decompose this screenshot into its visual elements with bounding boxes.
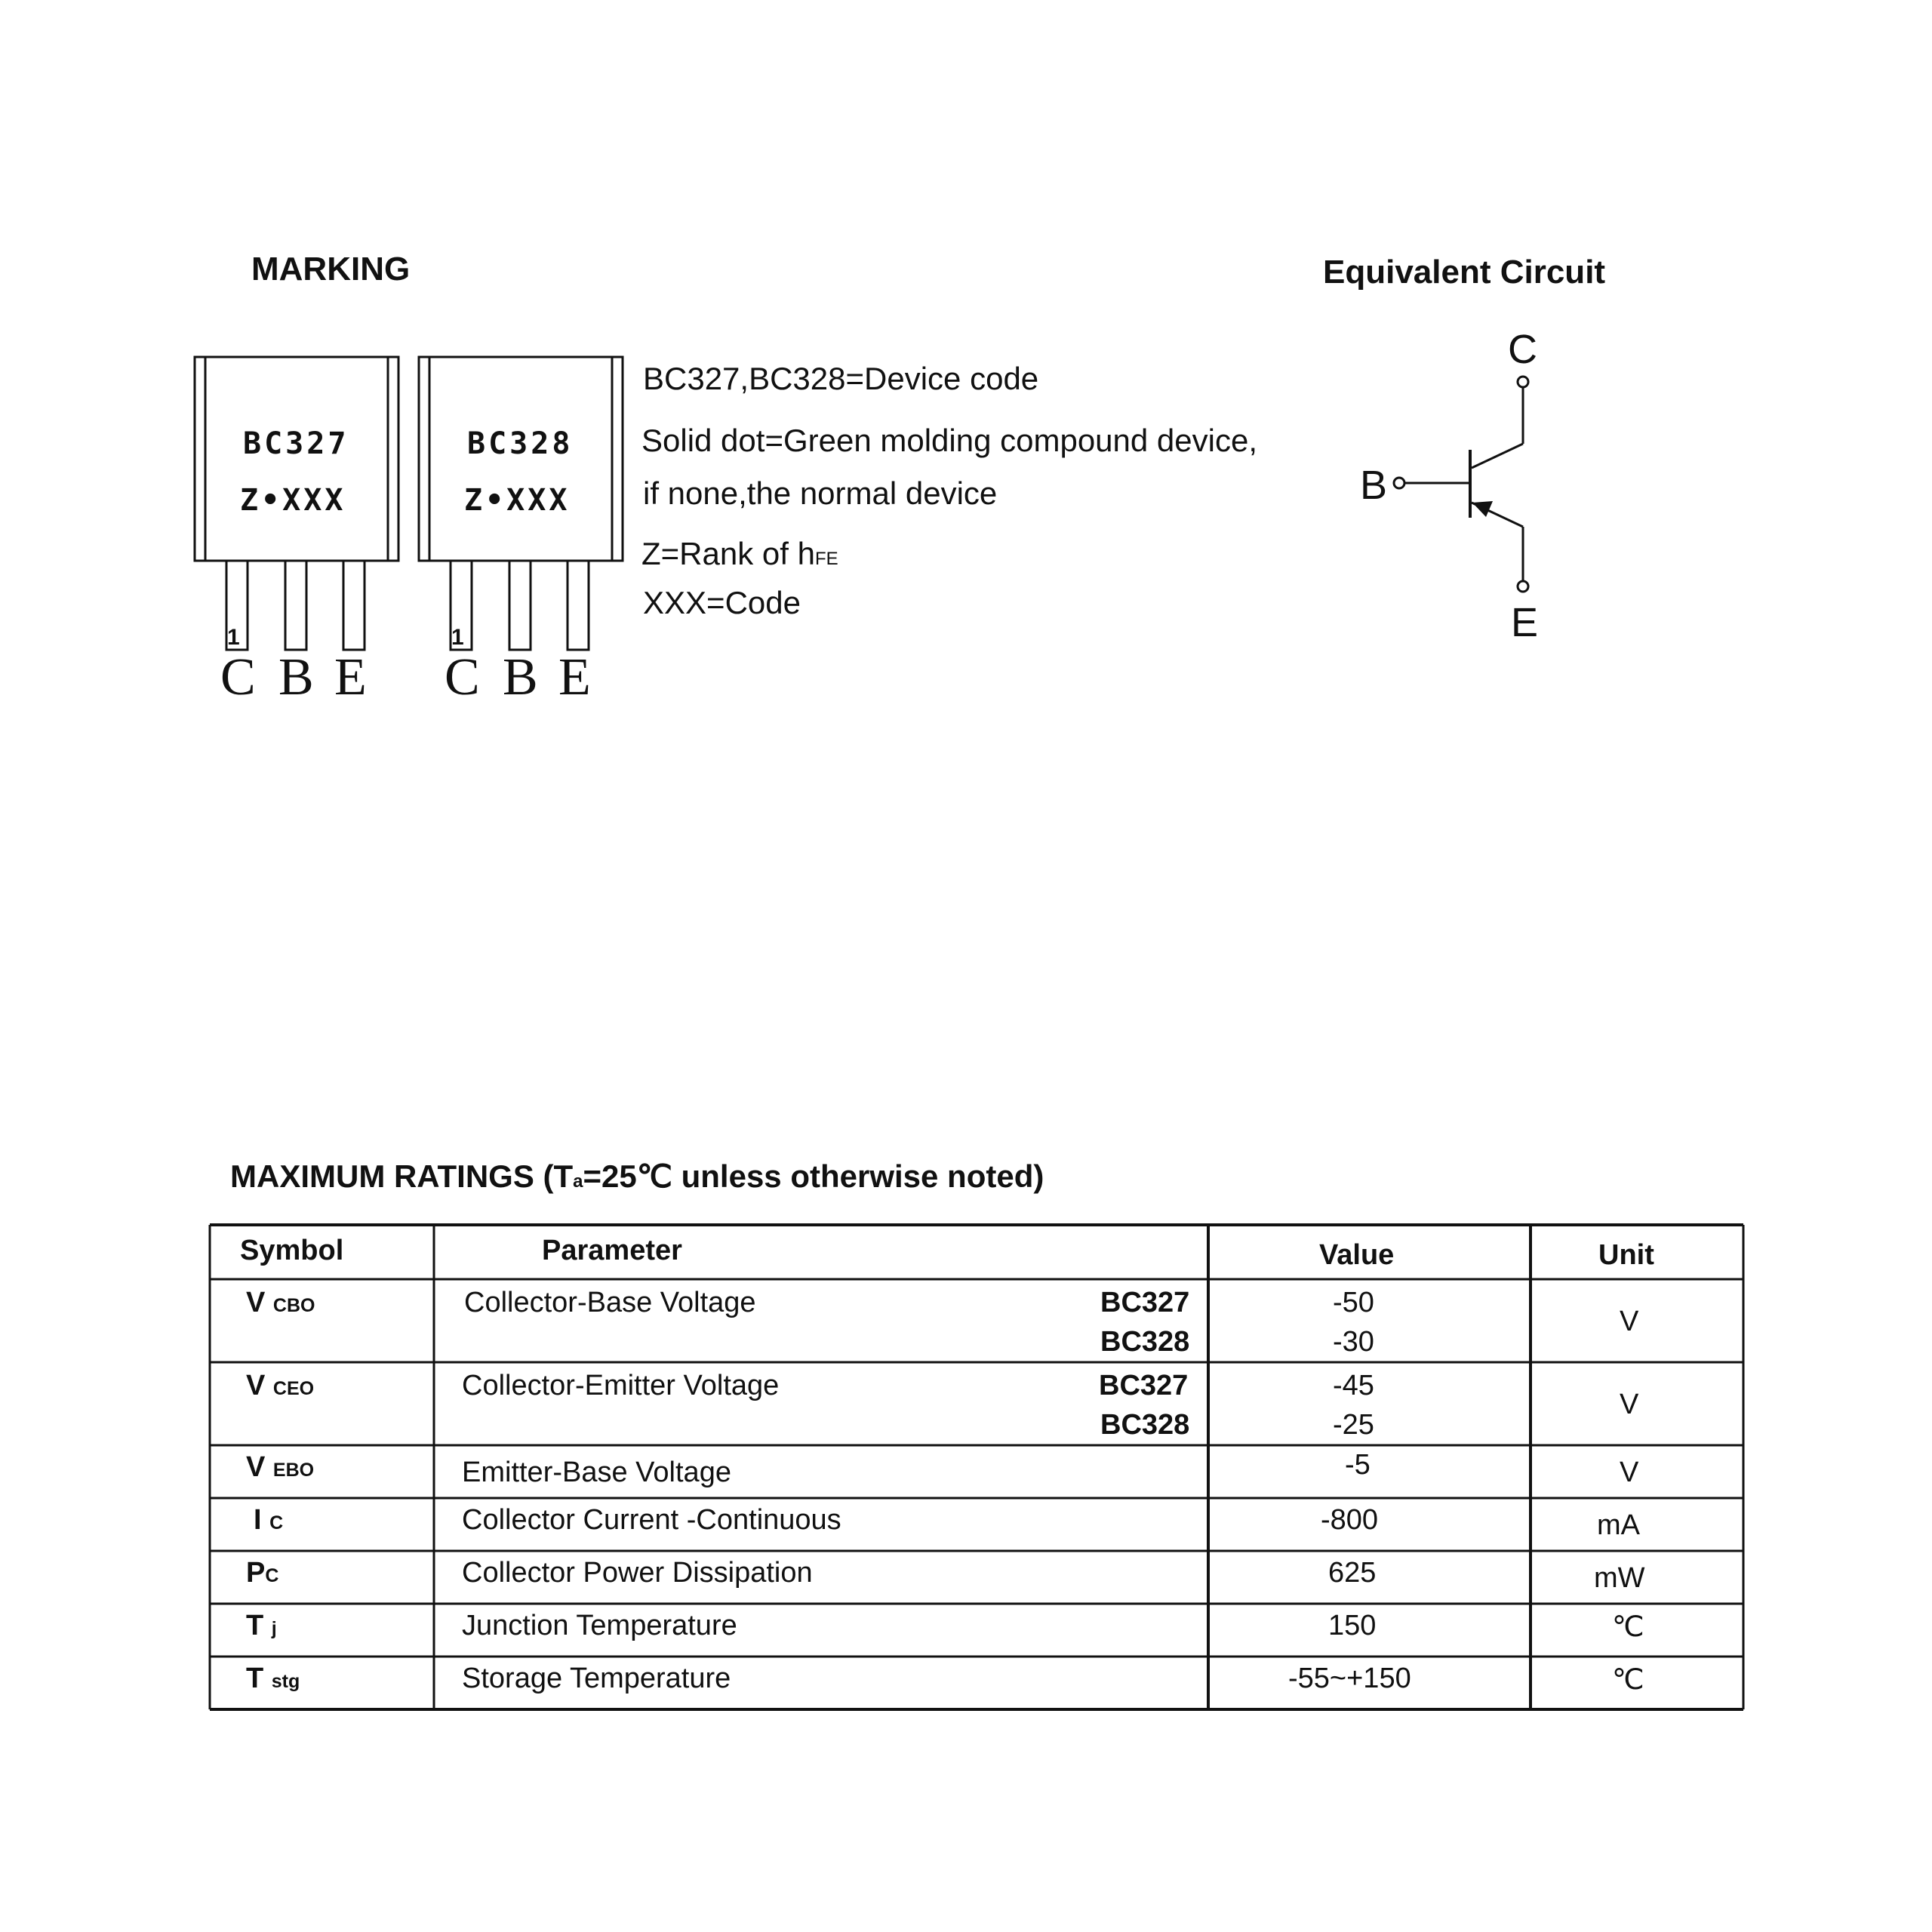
header-symbol: Symbol [240,1235,344,1266]
emitter-label: E [1511,600,1539,645]
pin-e-2 [568,561,589,650]
base-terminal [1394,478,1404,488]
pin-b-2 [509,561,531,650]
package-2-pin-b: B [503,648,538,706]
device-code-description: BC327,BC328=Device code [643,361,1039,396]
table-row-tstg-unit: ℃ [1612,1664,1644,1696]
table-row-vebo-symbol [246,1451,314,1484]
marking-title: MARKING [251,251,411,288]
symbol-subscript: C [269,1512,284,1534]
symbol-letter: I [254,1504,262,1536]
header-value: Value [1319,1239,1395,1271]
table-row-ic-unit: mA [1597,1509,1640,1541]
code-description: XXX=Code [643,585,801,620]
symbol-letter: V [246,1451,266,1483]
ratings-title-subscript: a [573,1171,583,1192]
table-row-vebo-parameter: Emitter-Base Voltage [462,1457,731,1488]
symbol-subscript: C [265,1565,279,1586]
collector-label: C [1508,327,1537,372]
ratings-title-prefix: MAXIMUM RATINGS (T [230,1158,574,1194]
header-parameter: Parameter [542,1235,682,1266]
package-1-device-label: BC327 [243,426,349,461]
base-label: B [1360,463,1388,508]
table-row-vceo-unit: V [1620,1389,1639,1420]
package-1-pin-c: C [220,648,256,706]
symbol-subscript: CBO [272,1295,315,1316]
rank-description [641,536,838,572]
package-2-code-label: Z•XXX [464,483,571,518]
table-row-ic-symbol [254,1504,283,1537]
pin-e-1 [343,561,365,650]
table-row-tstg-parameter: Storage Temperature [462,1663,731,1694]
ratings-title-suffix: =25℃ unless otherwise noted) [583,1158,1044,1194]
table-row-pc-unit: mW [1594,1562,1645,1594]
table-row-tj-parameter: Junction Temperature [462,1610,737,1641]
package-2-pin-c: C [445,648,480,706]
symbol-subscript: stg [271,1671,300,1692]
table-row-vebo-value: -5 [1345,1449,1371,1481]
table-row-vcbo-parameter: Collector-Base Voltage [464,1287,756,1318]
table-row-vcbo-device-2: BC328 [1100,1326,1190,1358]
table-row-vceo-value-1: -45 [1333,1370,1374,1401]
table-row-vcbo-unit: V [1620,1306,1639,1337]
table-row-pc-value: 625 [1328,1557,1377,1589]
collector-terminal [1518,377,1528,387]
emitter-arrow-icon [1472,501,1493,517]
symbol-letter: P [246,1557,266,1589]
package-1-code-label: Z•XXX [240,483,346,518]
table-row-vebo-unit: V [1620,1457,1639,1488]
symbol-subscript: CEO [272,1378,315,1399]
pin-b-1 [285,561,306,650]
table-row-tj-symbol [246,1610,277,1642]
symbol-letter: T [246,1663,264,1694]
symbol-letter: T [246,1610,264,1641]
table-row-vcbo-symbol [246,1287,315,1319]
circuit-title: Equivalent Circuit [1323,254,1606,291]
package-2-pin-e: E [558,648,591,706]
table-row-vcbo-value-2: -30 [1333,1326,1374,1358]
package-1-pin1-number: 1 [227,625,240,650]
table-row-tj-unit: ℃ [1612,1611,1644,1643]
table-row-pc-parameter: Collector Power Dissipation [462,1557,813,1589]
header-unit: Unit [1598,1239,1654,1271]
table-row-vceo-symbol [246,1370,314,1402]
symbol-letter: V [246,1287,266,1318]
table-row-ic-parameter: Collector Current -Continuous [462,1504,841,1536]
symbol-letter: V [246,1370,266,1401]
table-row-ic-value: -800 [1321,1504,1379,1536]
symbol-subscript: j [271,1618,277,1639]
package-2-pin1-number: 1 [451,625,464,650]
table-row-vceo-device-1: BC327 [1099,1370,1189,1401]
ratings-table-grid [204,1219,1751,1717]
ratings-title [230,1158,1044,1195]
pnp-transistor-symbol [1381,362,1570,604]
table-row-tj-value: 150 [1328,1610,1377,1641]
normal-device-description: if none,the normal device [643,475,998,511]
table-row-tstg-symbol [246,1663,300,1695]
package-1-pin-b: B [278,648,314,706]
table-row-vcbo-value-1: -50 [1333,1287,1374,1318]
symbol-subscript: EBO [272,1460,315,1481]
emitter-terminal [1518,581,1528,592]
solid-dot-description: Solid dot=Green molding compound device, [641,423,1258,458]
package-1-pin-e: E [334,648,367,706]
table-row-pc-symbol [246,1557,278,1589]
rank-description-text: Z=Rank of h [641,536,815,571]
rank-description-subscript: FE [814,549,838,569]
table-row-vceo-parameter: Collector-Emitter Voltage [462,1370,780,1401]
table-row-vceo-device-2: BC328 [1100,1409,1190,1441]
table-row-tstg-value: -55~+150 [1288,1663,1411,1694]
package-2-device-label: BC328 [467,426,574,461]
table-row-vcbo-device-1: BC327 [1100,1287,1190,1318]
table-row-vceo-value-2: -25 [1333,1409,1374,1441]
